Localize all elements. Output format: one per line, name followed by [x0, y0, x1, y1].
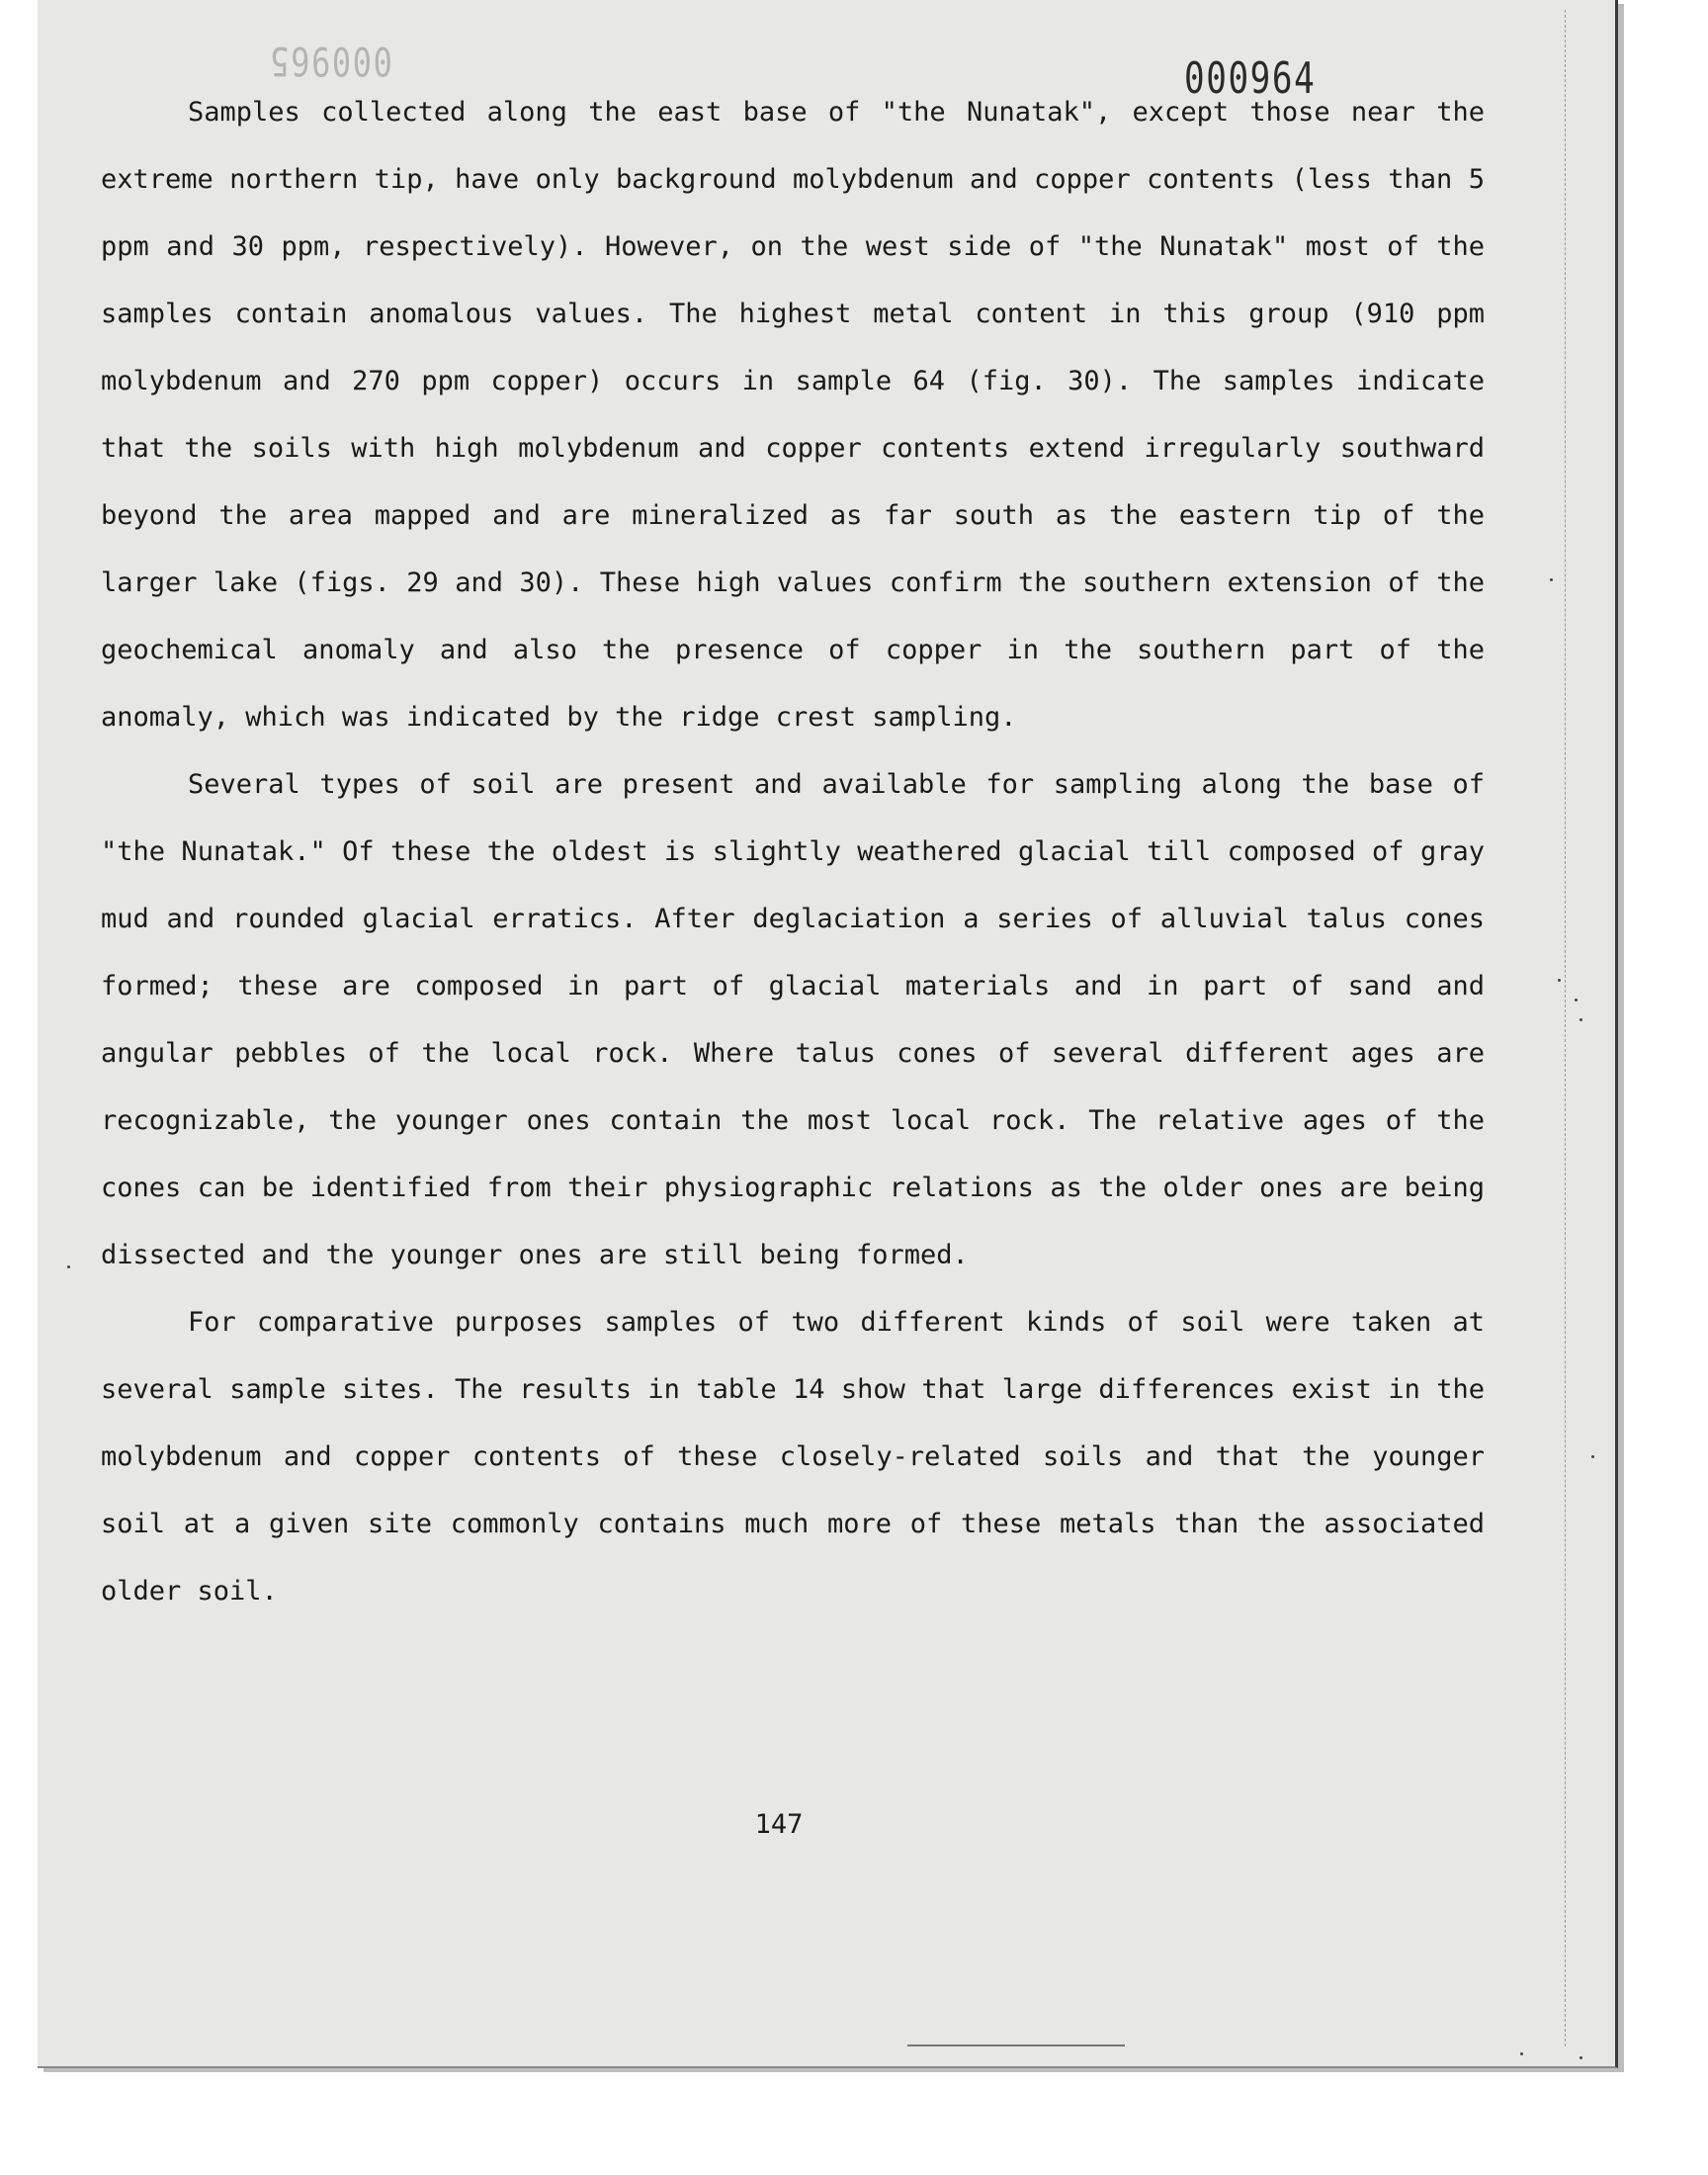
- scan-speck: [1580, 2056, 1582, 2059]
- scan-speck: [1580, 1018, 1582, 1021]
- paragraph-3: For comparative purposes samples of two different kinds of soil were taken at several sample sites. The results in table 14 show that large differences exist in the molybdenum and copper contents of these closely-related soils and that the younger soil at a given site commonly contains much more of these metals than the associated older soil.: [101, 1307, 1485, 1607]
- stamp-number: 000964: [1184, 53, 1317, 104]
- scan-speck: [1550, 578, 1553, 581]
- document-page: [38, 0, 1618, 2068]
- bottom-rule: [907, 2044, 1125, 2046]
- faint-stamp-number: 000965: [268, 38, 392, 83]
- scan-speck: [67, 1265, 70, 1268]
- page-number: 147: [754, 1809, 804, 1840]
- paragraph-2: Several types of soil are present and available for sampling along the base of "the Nunatak." Of these the oldest is slightly weathered glacial till composed of gray mud and rounded glacial erratics. After deglaciation a series of alluvial talus cones formed; these are composed in part of glacial materials and in part of sand and angular pebbles of the local rock. Where talus cones of several different ages are recognizable, the younger ones contain the most local rock. The relative ages of the cones can be identified from their physiographic relations as the older ones are being dissected and the younger ones are still being formed.: [101, 769, 1485, 1270]
- scan-speck: [1520, 2052, 1523, 2055]
- scan-speck: [1591, 1455, 1594, 1458]
- scan-speck: [1558, 979, 1561, 982]
- paragraph-1: Samples collected along the east base of "the Nunatak", except those near the extreme northern tip, have only background molybdenum and copper contents (less than 5 ppm and 30 ppm, respectively). However, on the west side of "the Nunatak" most of the samples contain anomalous values. The highest metal content in this group (910 ppm molybdenum and 270 ppm copper) occurs in sample 64 (fig. 30). The samples indicate that the soils with high molybdenum and copper contents extend irregularly southward beyond the area mapped and are mineralized as far south as the eastern tip of the larger lake (figs. 29 and 30). These high values confirm the southern extension of the geochemical anomaly and also the presence of copper in the southern part of the anomaly, which was indicated by the ridge crest sampling.: [101, 97, 1485, 733]
- body-text: [101, 79, 1485, 1625]
- page-edge-line: [1565, 10, 1566, 2046]
- scan-speck: [1575, 999, 1578, 1001]
